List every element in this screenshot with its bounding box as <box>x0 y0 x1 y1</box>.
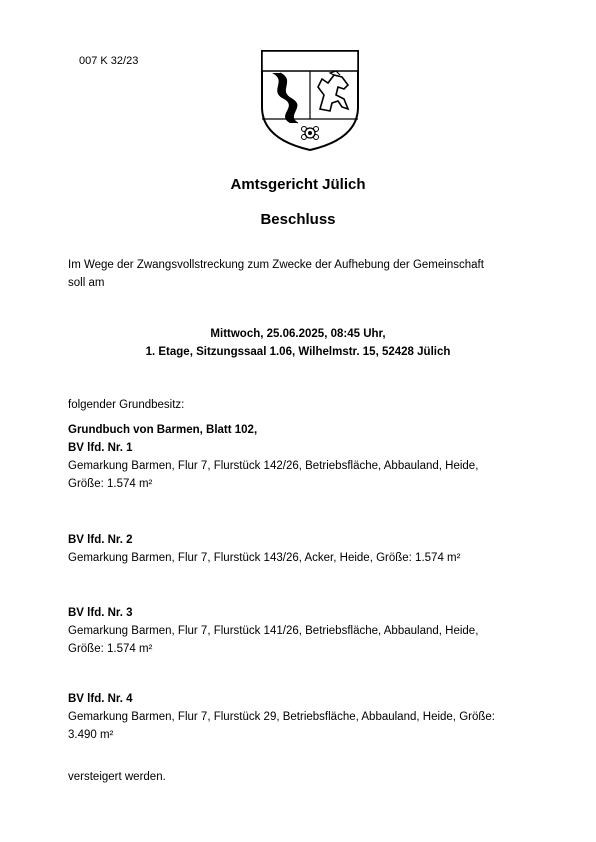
document-title: Beschluss <box>260 211 336 228</box>
parcel-3 <box>68 604 528 658</box>
file-reference: 007 K 32/23 <box>79 55 139 67</box>
parcel-heading: BV lfd. Nr. 2 <box>68 534 133 546</box>
parcel-1 <box>68 439 528 493</box>
parcel-description: Gemarkung Barmen, Flur 7, Flurstück 142/26, Betriebsfläche, Abbauland, Heide, <box>68 460 479 472</box>
parcel-heading: BV lfd. Nr. 1 <box>68 442 133 454</box>
intro-paragraph <box>68 256 528 292</box>
parcel-size: Größe: 1.574 m² <box>68 478 153 490</box>
parcel-size: Größe: 1.574 m² <box>68 643 153 655</box>
parcel-description: Gemarkung Barmen, Flur 7, Flurstück 141/26, Betriebsfläche, Abbauland, Heide, <box>68 625 479 637</box>
appointment-block <box>0 325 596 361</box>
parcel-2 <box>68 531 528 567</box>
parcel-size: 3.490 m² <box>68 729 114 741</box>
property-intro: folgender Grundbesitz: <box>68 399 185 411</box>
parcel-4 <box>68 690 528 744</box>
parcel-heading: BV lfd. Nr. 3 <box>68 607 133 619</box>
appointment-location: 1. Etage, Sitzungssaal 1.06, Wilhelmstr. 15, 52428 Jülich <box>145 346 451 358</box>
nrw-coat-of-arms-icon <box>258 47 362 153</box>
appointment-date-time: Mittwoch, 25.06.2025, 08:45 Uhr, <box>210 328 386 340</box>
intro-line-2: soll am <box>68 277 105 289</box>
court-name: Amtsgericht Jülich <box>230 176 366 193</box>
parcel-description: Gemarkung Barmen, Flur 7, Flurstück 29, Betriebsfläche, Abbauland, Heide, Größe: <box>68 711 495 723</box>
intro-line-1: Im Wege der Zwangsvollstreckung zum Zwecke der Aufhebung der Gemeinschaft <box>68 259 484 271</box>
closing-statement: versteigert werden. <box>68 771 166 783</box>
parcel-description: Gemarkung Barmen, Flur 7, Flurstück 143/26, Acker, Heide, Größe: 1.574 m² <box>68 552 461 564</box>
parcel-heading: BV lfd. Nr. 4 <box>68 693 133 705</box>
land-register: Grundbuch von Barmen, Blatt 102, <box>68 424 258 436</box>
